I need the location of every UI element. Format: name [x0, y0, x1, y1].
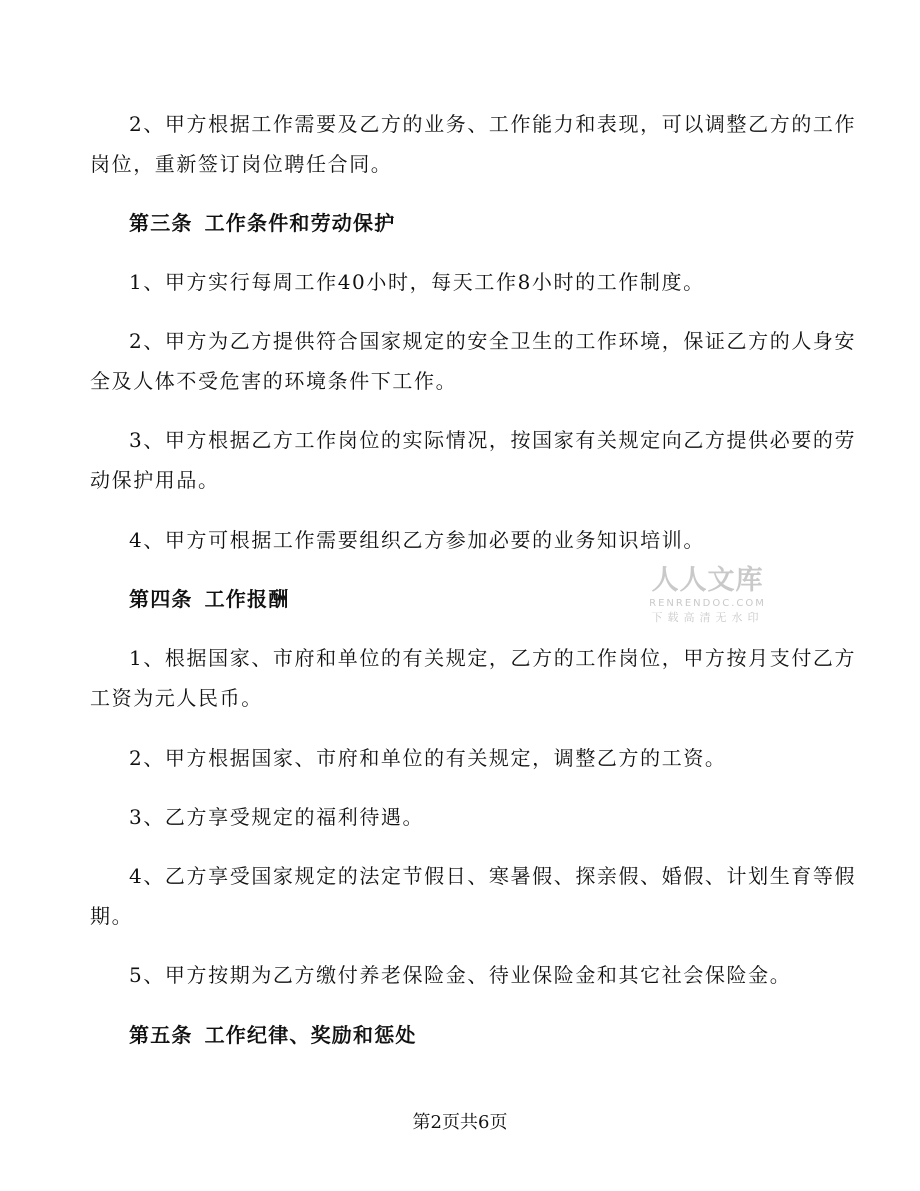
clause-3-2-line-1: 2、甲方为乙方提供符合国家规定的安全卫生的工作环境，保证乙方的人身安	[129, 329, 857, 353]
clause-2-2-line-2: 岗位，重新签订岗位聘任合同。	[90, 152, 393, 176]
clause-4-3-line-1: 3、乙方享受规定的福利待遇。	[129, 805, 425, 829]
clause-3-3-line-1: 3、甲方根据乙方工作岗位的实际情况，按国家有关规定向乙方提供必要的劳	[129, 428, 857, 452]
clause-3-1-line-1: 1、甲方实行每周工作40小时，每天工作8小时的工作制度。	[129, 270, 705, 294]
article-3-heading	[129, 211, 395, 235]
clause-4-4-line-1: 4、乙方享受国家规定的法定节假日、寒暑假、探亲假、婚假、计划生育等假	[129, 864, 857, 888]
clause-3-4-line-1: 4、甲方可根据工作需要组织乙方参加必要的业务知识培训。	[129, 528, 705, 552]
article-3-title: 工作条件和劳动保护	[204, 211, 396, 235]
watermark-tagline: 下载高清无水印	[651, 611, 764, 624]
watermark	[640, 565, 775, 625]
article-4-title: 工作报酬	[204, 587, 290, 611]
clause-4-5-line-1: 5、甲方按期为乙方缴付养老保险金、待业保险金和其它社会保险金。	[129, 963, 792, 987]
article-4-number: 第四条	[129, 587, 193, 611]
clause-3-3-line-2: 动保护用品。	[90, 468, 220, 492]
watermark-url: RENRENDOC.COM	[649, 598, 766, 609]
clause-4-1-line-2: 工资为元人民币。	[90, 686, 263, 710]
page-number-footer: 第2页共6页	[412, 1112, 508, 1133]
clause-4-2-line-1: 2、甲方根据国家、市府和单位的有关规定，调整乙方的工资。	[129, 746, 727, 770]
clause-4-1-line-1: 1、根据国家、市府和单位的有关规定，乙方的工作岗位，甲方按月支付乙方	[129, 646, 857, 670]
article-5-number: 第五条	[129, 1023, 193, 1047]
article-5-heading	[129, 1023, 417, 1047]
clause-2-2-line-1: 2、甲方根据工作需要及乙方的业务、工作能力和表现，可以调整乙方的工作	[129, 112, 857, 136]
watermark-logo-text: 人人文库	[651, 565, 764, 596]
clause-3-2-line-2: 全及人体不受危害的环境条件下工作。	[90, 369, 458, 393]
article-5-title: 工作纪律、奖励和惩处	[204, 1023, 417, 1047]
article-4-heading	[129, 587, 289, 611]
article-3-number: 第三条	[129, 211, 193, 235]
clause-4-4-line-2: 期。	[90, 904, 134, 928]
